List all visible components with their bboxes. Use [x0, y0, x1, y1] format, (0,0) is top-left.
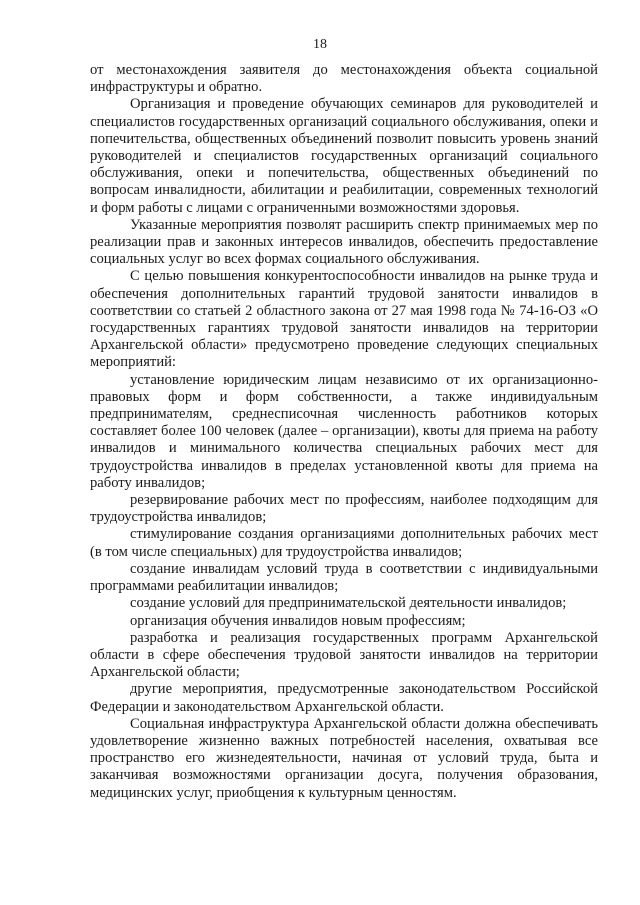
list-item-working-conditions: создание инвалидам условий труда в соответствии с индивидуальными программами реабилитации инвалидов; [90, 560, 598, 595]
document-body [90, 62, 598, 802]
paragraph-seminars: Организация и проведение обучающих семинаров для руководителей и специалистов государственных организаций социального обслуживания, опеки и попечительства, общественных объединений позволит повысить уровень знаний руководителей и специалистов государственных организаций социального обслуживания, опеки и попечительства, общественных объединений по вопросам инвалидности, абилитации и реабилитации, современных технологий и форм работы с лицами с ограниченными возможностями здоровья. [90, 96, 598, 216]
list-item-reservation: резервирование рабочих мест по профессиям, наиболее подходящим для трудоустройства инвалидов; [90, 492, 598, 526]
list-item-stimulation: стимулирование создания организациями дополнительных рабочих мест (в том числе специальных) для трудоустройства инвалидов; [90, 526, 598, 560]
paragraph-social-infrastructure: Социальная инфраструктура Архангельской области должна обеспечивать удовлетворение жизненно важных потребностей населения, охватывая все пространство его жизнедеятельности, начиная от условий труда, быта и заканчивая возможностями организации досуга, получения образования, медицинских услуг, приобщения к культурным ценностям. [90, 715, 598, 801]
list-item-other-measures: другие мероприятия, предусмотренные законодательством Российской Федерации и законодательством Архангельской области. [90, 681, 598, 715]
paragraph-continuation: от местонахождения заявителя до местонахождения объекта социальной инфраструктуры и обратно. [90, 62, 598, 96]
list-item-entrepreneurship: создание условий для предпринимательской деятельности инвалидов; [130, 595, 567, 612]
paragraph-employment-law: С целью повышения конкурентоспособности инвалидов на рынке труда и обеспечения дополнительных гарантий трудовой занятости инвалидов в соответствии со статьей 2 областного закона от 27 мая 1998 года № 74-16-ОЗ «О государственных гарантиях трудовой занятости инвалидов на территории Архангельской области» предусмотрено проведение следующих специальных мероприятий: [90, 268, 598, 371]
paragraph-measures-scope: Указанные мероприятия позволят расширить спектр принимаемых мер по реализации прав и законных интересов инвалидов, обеспечить предоставление социальных услуг во всех формах социального обслуживания. [90, 216, 598, 268]
list-item-state-programs: разработка и реализация государственных программ Архангельской области в сфере обеспечения трудовой занятости инвалидов на территории Архангельской области; [90, 629, 598, 681]
list-item-quota: установление юридическим лицам независимо от их организационно-правовых форм и форм собственности, а также индивидуальным предпринимателям, среднесписочная численность работников которых составляет более 100 человек (далее – организации), квоты для приема на работу инвалидов и минимального количества специальных рабочих мест для трудоустройства инвалидов в пределах установленной квоты для приема на работу инвалидов; [90, 371, 598, 491]
page-number: 18 [313, 37, 327, 52]
list-item-training: организация обучения инвалидов новым профессиям; [130, 612, 466, 629]
